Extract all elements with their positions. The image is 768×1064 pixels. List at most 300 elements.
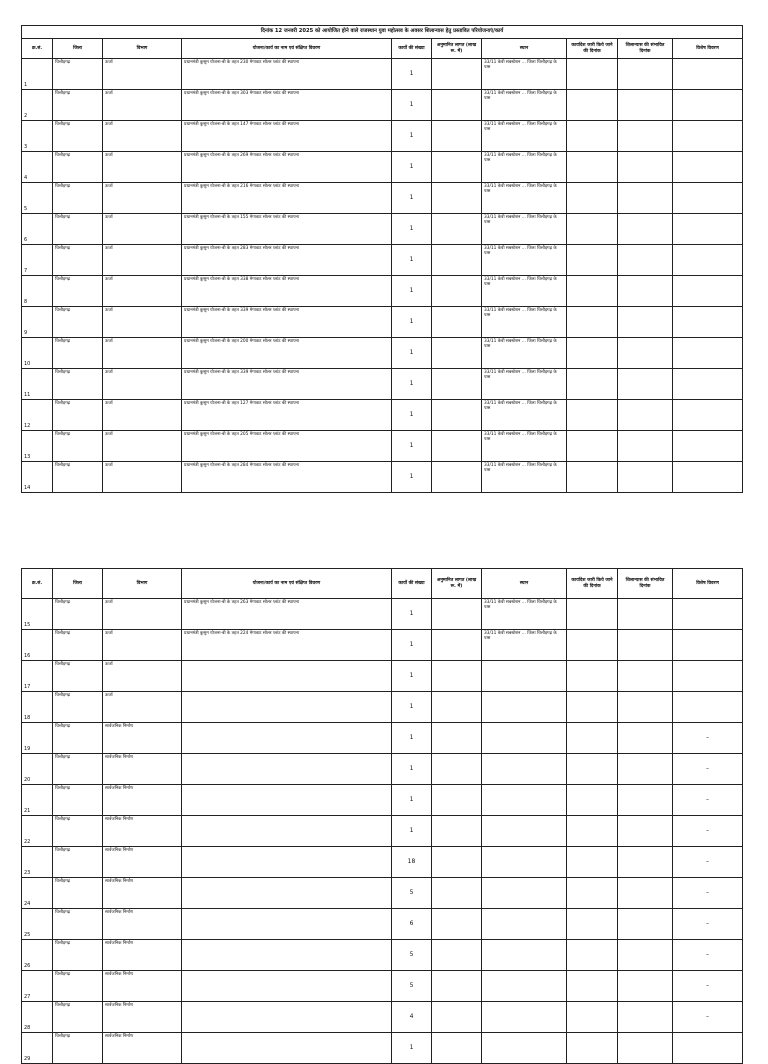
table-row (22, 661, 743, 692)
estimated-cost-cell (432, 971, 482, 1002)
work-count-cell: 1 (392, 276, 432, 307)
scheme-cell (182, 878, 392, 909)
location-cell (482, 785, 567, 816)
work-count-cell: 1 (392, 307, 432, 338)
row-number: 18 (22, 692, 53, 723)
work-count-cell: 1 (392, 59, 432, 90)
department-cell: ऊर्जा (103, 431, 182, 462)
location-cell (482, 1002, 567, 1033)
header-sno: क्र.सं. (22, 569, 53, 599)
foundation-date-cell (618, 369, 673, 400)
scheme-cell (182, 661, 392, 692)
department-cell: सार्वजनिक निर्माण (103, 754, 182, 785)
header-order-date: कार्यादेश जारी किये जाने की दिनांक (567, 569, 618, 599)
row-number: 12 (22, 400, 53, 431)
foundation-date-cell (618, 183, 673, 214)
work-order-date-cell (567, 723, 618, 754)
foundation-date-cell (618, 400, 673, 431)
work-order-date-cell (567, 692, 618, 723)
district-cell: चित्तौड़गढ़ (53, 431, 103, 462)
scheme-cell: प्रधानमंत्री कुसुम योजना-बी के तहत 283 मेगावाट सोलर प्लांट की स्थापना (182, 245, 392, 276)
location-cell: 33/11 केवी सबस्टेशन ... जिला चित्तौड़गढ़ के पास (482, 152, 567, 183)
work-count-cell: 1 (392, 723, 432, 754)
location-cell: 33/11 केवी सबस्टेशन ... जिला चित्तौड़गढ़ के पास (482, 214, 567, 245)
table-row (22, 1033, 743, 1064)
table-row (22, 462, 743, 493)
remarks-cell (673, 338, 743, 369)
remarks-cell (673, 59, 743, 90)
district-cell: चित्तौड़गढ़ (53, 276, 103, 307)
department-cell: ऊर्जा (103, 307, 182, 338)
location-cell: 33/11 केवी सबस्टेशन ... जिला चित्तौड़गढ़ के पास (482, 369, 567, 400)
scheme-cell: प्रधानमंत्री कुसुम योजना-बी के तहत 339 मेगावाट सोलर प्लांट की स्थापना (182, 369, 392, 400)
location-cell: 33/11 केवी सबस्टेशन ... जिला चित्तौड़गढ़ के पास (482, 245, 567, 276)
department-cell: सार्वजनिक निर्माण (103, 847, 182, 878)
header-order-date: कार्यादेश जारी किये जाने की दिनांक (567, 39, 618, 59)
estimated-cost-cell (432, 909, 482, 940)
work-order-date-cell (567, 940, 618, 971)
work-count-cell: 1 (392, 121, 432, 152)
remarks-cell (673, 121, 743, 152)
row-number: 17 (22, 661, 53, 692)
header-district: जिला (53, 39, 103, 59)
estimated-cost-cell (432, 276, 482, 307)
estimated-cost-cell (432, 121, 482, 152)
remarks-cell: – (673, 940, 743, 971)
estimated-cost-cell (432, 307, 482, 338)
remarks-cell: – (673, 909, 743, 940)
work-count-cell: 1 (392, 214, 432, 245)
foundation-date-cell (618, 121, 673, 152)
table-row (22, 630, 743, 661)
department-cell: ऊर्जा (103, 692, 182, 723)
district-cell: चित्तौड़गढ़ (53, 971, 103, 1002)
remarks-cell (673, 152, 743, 183)
row-number: 8 (22, 276, 53, 307)
department-cell: ऊर्जा (103, 400, 182, 431)
work-order-date-cell (567, 121, 618, 152)
department-cell: सार्वजनिक निर्माण (103, 785, 182, 816)
work-order-date-cell (567, 909, 618, 940)
work-order-date-cell (567, 661, 618, 692)
foundation-date-cell (618, 1033, 673, 1064)
scheme-cell (182, 971, 392, 1002)
table-row (22, 307, 743, 338)
district-cell: चित्तौड़गढ़ (53, 338, 103, 369)
work-order-date-cell (567, 245, 618, 276)
work-order-date-cell (567, 630, 618, 661)
department-cell: ऊर्जा (103, 599, 182, 630)
location-cell: 33/11 केवी सबस्टेशन ... जिला चित्तौड़गढ़ के पास (482, 59, 567, 90)
district-cell: चित्तौड़गढ़ (53, 307, 103, 338)
work-order-date-cell (567, 400, 618, 431)
district-cell: चित्तौड़गढ़ (53, 214, 103, 245)
work-order-date-cell (567, 307, 618, 338)
row-number: 1 (22, 59, 53, 90)
row-number: 25 (22, 909, 53, 940)
table-row (22, 431, 743, 462)
district-cell: चित्तौड़गढ़ (53, 909, 103, 940)
department-cell: ऊर्जा (103, 59, 182, 90)
estimated-cost-cell (432, 400, 482, 431)
foundation-date-cell (618, 971, 673, 1002)
table-body-page-2 (22, 599, 743, 1064)
header-remarks: विशेष विवरण (673, 569, 743, 599)
scheme-cell (182, 754, 392, 785)
district-cell: चित्तौड़गढ़ (53, 1033, 103, 1064)
estimated-cost-cell (432, 245, 482, 276)
estimated-cost-cell (432, 692, 482, 723)
table-row (22, 909, 743, 940)
row-number: 13 (22, 431, 53, 462)
location-cell: 33/11 केवी सबस्टेशन ... जिला चित्तौड़गढ़ के पास (482, 90, 567, 121)
district-cell: चित्तौड़गढ़ (53, 245, 103, 276)
foundation-date-cell (618, 785, 673, 816)
estimated-cost-cell (432, 462, 482, 493)
district-cell: चित्तौड़गढ़ (53, 785, 103, 816)
department-cell: ऊर्जा (103, 338, 182, 369)
remarks-cell (673, 369, 743, 400)
work-count-cell: 1 (392, 785, 432, 816)
header-district: जिला (53, 569, 103, 599)
remarks-cell (673, 214, 743, 245)
table-row (22, 816, 743, 847)
table-row (22, 245, 743, 276)
foundation-date-cell (618, 816, 673, 847)
foundation-date-cell (618, 754, 673, 785)
estimated-cost-cell (432, 431, 482, 462)
remarks-cell (673, 630, 743, 661)
estimated-cost-cell (432, 90, 482, 121)
foundation-date-cell (618, 90, 673, 121)
location-cell: 33/11 केवी सबस्टेशन ... जिला चित्तौड़गढ़ के पास (482, 276, 567, 307)
department-cell: ऊर्जा (103, 152, 182, 183)
location-cell: 33/11 केवी सबस्टेशन ... जिला चित्तौड़गढ़ के पास (482, 630, 567, 661)
district-cell: चित्तौड़गढ़ (53, 661, 103, 692)
district-cell: चित्तौड़गढ़ (53, 1002, 103, 1033)
work-count-cell: 5 (392, 940, 432, 971)
table-row (22, 1002, 743, 1033)
remarks-cell (673, 400, 743, 431)
row-number: 19 (22, 723, 53, 754)
scheme-cell: प्रधानमंत्री कुसुम योजना-बी के तहत 338 मेगावाट सोलर प्लांट की स्थापना (182, 276, 392, 307)
location-cell (482, 754, 567, 785)
table-row (22, 971, 743, 1002)
location-cell (482, 692, 567, 723)
foundation-date-cell (618, 692, 673, 723)
estimated-cost-cell (432, 630, 482, 661)
district-cell: चित्तौड़गढ़ (53, 692, 103, 723)
table-row (22, 369, 743, 400)
work-order-date-cell (567, 338, 618, 369)
department-cell: सार्वजनिक निर्माण (103, 816, 182, 847)
scheme-cell: प्रधानमंत्री कुसुम योजना-बी के तहत 200 मेगावाट सोलर प्लांट की स्थापना (182, 338, 392, 369)
department-cell: सार्वजनिक निर्माण (103, 1033, 182, 1064)
header-sno: क्र.सं. (22, 39, 53, 59)
header-department: विभाग (103, 39, 182, 59)
scheme-cell: प्रधानमंत्री कुसुम योजना-बी के तहत 263 मेगावाट सोलर प्लांट की स्थापना (182, 599, 392, 630)
foundation-date-cell (618, 940, 673, 971)
work-count-cell: 6 (392, 909, 432, 940)
work-count-cell: 1 (392, 1033, 432, 1064)
scheme-cell: प्रधानमंत्री कुसुम योजना-बी के तहत 269 मेगावाट सोलर प्लांट की स्थापना (182, 152, 392, 183)
department-cell: सार्वजनिक निर्माण (103, 723, 182, 754)
work-count-cell: 18 (392, 847, 432, 878)
foundation-date-cell (618, 661, 673, 692)
table-row (22, 878, 743, 909)
projects-table-page-2 (21, 568, 743, 1064)
district-cell: चित्तौड़गढ़ (53, 599, 103, 630)
row-number: 22 (22, 816, 53, 847)
district-cell: चित्तौड़गढ़ (53, 183, 103, 214)
work-count-cell: 4 (392, 1002, 432, 1033)
district-cell: चित्तौड़गढ़ (53, 369, 103, 400)
district-cell: चित्तौड़गढ़ (53, 847, 103, 878)
department-cell: ऊर्जा (103, 276, 182, 307)
row-number: 28 (22, 1002, 53, 1033)
work-count-cell: 1 (392, 599, 432, 630)
district-cell: चित्तौड़गढ़ (53, 723, 103, 754)
work-order-date-cell (567, 785, 618, 816)
location-cell (482, 971, 567, 1002)
row-number: 24 (22, 878, 53, 909)
header-cost: अनुमानित लागत (लाख रू. में) (432, 39, 482, 59)
location-cell (482, 723, 567, 754)
estimated-cost-cell (432, 940, 482, 971)
document-title: दिनांक 12 जनवरी 2025 को आयोजित होने वाले राजस्थान युवा महोत्सव के अवसर शिलान्यास हेतु प्रस्तावित परियोजनाएं/कार्य (22, 26, 743, 39)
district-cell: चित्तौड़गढ़ (53, 816, 103, 847)
department-cell: ऊर्जा (103, 183, 182, 214)
work-count-cell: 1 (392, 90, 432, 121)
department-cell: ऊर्जा (103, 90, 182, 121)
department-cell: सार्वजनिक निर्माण (103, 971, 182, 1002)
location-cell (482, 909, 567, 940)
row-number: 27 (22, 971, 53, 1002)
location-cell: 33/11 केवी सबस्टेशन ... जिला चित्तौड़गढ़ के पास (482, 121, 567, 152)
work-order-date-cell (567, 59, 618, 90)
work-order-date-cell (567, 369, 618, 400)
foundation-date-cell (618, 59, 673, 90)
work-count-cell: 1 (392, 183, 432, 214)
remarks-cell (673, 431, 743, 462)
scheme-cell (182, 816, 392, 847)
remarks-cell (673, 90, 743, 121)
work-count-cell: 1 (392, 661, 432, 692)
row-number: 5 (22, 183, 53, 214)
foundation-date-cell (618, 909, 673, 940)
scheme-cell (182, 785, 392, 816)
scheme-cell: प्रधानमंत्री कुसुम योजना-बी के तहत 224 मेगावाट सोलर प्लांट की स्थापना (182, 630, 392, 661)
row-number: 10 (22, 338, 53, 369)
estimated-cost-cell (432, 816, 482, 847)
work-order-date-cell (567, 878, 618, 909)
work-order-date-cell (567, 1002, 618, 1033)
location-cell: 33/11 केवी सबस्टेशन ... जिला चित्तौड़गढ़ के पास (482, 183, 567, 214)
row-number: 6 (22, 214, 53, 245)
row-number: 21 (22, 785, 53, 816)
scheme-cell (182, 1002, 392, 1033)
scheme-cell (182, 847, 392, 878)
work-count-cell: 1 (392, 245, 432, 276)
estimated-cost-cell (432, 723, 482, 754)
scheme-cell (182, 940, 392, 971)
location-cell: 33/11 केवी सबस्टेशन ... जिला चित्तौड़गढ़ के पास (482, 307, 567, 338)
remarks-cell (673, 661, 743, 692)
foundation-date-cell (618, 878, 673, 909)
district-cell: चित्तौड़गढ़ (53, 940, 103, 971)
table-row (22, 214, 743, 245)
scheme-cell: प्रधानमंत्री कुसुम योजना-बी के तहत 230 मेगावाट सोलर प्लांट की स्थापना (182, 59, 392, 90)
department-cell: ऊर्जा (103, 661, 182, 692)
estimated-cost-cell (432, 1033, 482, 1064)
table-row (22, 90, 743, 121)
remarks-cell: – (673, 785, 743, 816)
district-cell: चित्तौड़गढ़ (53, 152, 103, 183)
work-order-date-cell (567, 183, 618, 214)
work-order-date-cell (567, 1033, 618, 1064)
work-order-date-cell (567, 214, 618, 245)
row-number: 2 (22, 90, 53, 121)
table-row (22, 121, 743, 152)
table-row (22, 400, 743, 431)
estimated-cost-cell (432, 1002, 482, 1033)
work-order-date-cell (567, 847, 618, 878)
location-cell (482, 816, 567, 847)
work-count-cell: 5 (392, 971, 432, 1002)
table-row (22, 338, 743, 369)
scheme-cell: प्रधानमंत्री कुसुम योजना-बी के तहत 303 मेगावाट सोलर प्लांट की स्थापना (182, 90, 392, 121)
work-order-date-cell (567, 599, 618, 630)
table-row (22, 692, 743, 723)
estimated-cost-cell (432, 152, 482, 183)
row-number: 16 (22, 630, 53, 661)
work-order-date-cell (567, 462, 618, 493)
department-cell: सार्वजनिक निर्माण (103, 909, 182, 940)
remarks-cell: – (673, 816, 743, 847)
header-count: कार्यो की संख्या (392, 569, 432, 599)
remarks-cell: – (673, 1002, 743, 1033)
remarks-cell (673, 692, 743, 723)
scheme-cell (182, 909, 392, 940)
work-count-cell: 1 (392, 692, 432, 723)
remarks-cell: – (673, 847, 743, 878)
scheme-cell: प्रधानमंत्री कुसुम योजना-बी के तहत 339 मेगावाट सोलर प्लांट की स्थापना (182, 307, 392, 338)
district-cell: चित्तौड़गढ़ (53, 462, 103, 493)
table-row (22, 847, 743, 878)
district-cell: चित्तौड़गढ़ (53, 90, 103, 121)
department-cell: ऊर्जा (103, 245, 182, 276)
work-order-date-cell (567, 90, 618, 121)
estimated-cost-cell (432, 599, 482, 630)
row-number: 14 (22, 462, 53, 493)
estimated-cost-cell (432, 59, 482, 90)
estimated-cost-cell (432, 847, 482, 878)
district-cell: चित्तौड़गढ़ (53, 630, 103, 661)
scheme-cell: प्रधानमंत्री कुसुम योजना-बी के तहत 147 मेगावाट सोलर प्लांट की स्थापना (182, 121, 392, 152)
foundation-date-cell (618, 847, 673, 878)
department-cell: सार्वजनिक निर्माण (103, 878, 182, 909)
header-foundation-date: शिलान्यास की संभावित दिनांक (618, 569, 673, 599)
remarks-cell (673, 245, 743, 276)
work-order-date-cell (567, 152, 618, 183)
work-order-date-cell (567, 971, 618, 1002)
department-cell: ऊर्जा (103, 214, 182, 245)
district-cell: चित्तौड़गढ़ (53, 121, 103, 152)
foundation-date-cell (618, 431, 673, 462)
work-count-cell: 1 (392, 462, 432, 493)
scheme-cell (182, 723, 392, 754)
remarks-cell (673, 183, 743, 214)
remarks-cell (673, 1033, 743, 1064)
remarks-cell (673, 462, 743, 493)
department-cell: सार्वजनिक निर्माण (103, 940, 182, 971)
remarks-cell (673, 307, 743, 338)
location-cell: 33/11 केवी सबस्टेशन ... जिला चित्तौड़गढ़ के पास (482, 462, 567, 493)
row-number: 23 (22, 847, 53, 878)
work-count-cell: 1 (392, 630, 432, 661)
estimated-cost-cell (432, 183, 482, 214)
scheme-cell: प्रधानमंत्री कुसुम योजना-बी के तहत 205 मेगावाट सोलर प्लांट की स्थापना (182, 431, 392, 462)
estimated-cost-cell (432, 661, 482, 692)
work-count-cell: 1 (392, 754, 432, 785)
table-row (22, 940, 743, 971)
foundation-date-cell (618, 214, 673, 245)
row-number: 7 (22, 245, 53, 276)
table-row (22, 754, 743, 785)
row-number: 4 (22, 152, 53, 183)
foundation-date-cell (618, 245, 673, 276)
header-scheme: योजना/कार्य का नाम एवं संक्षिप्त विवरण (182, 569, 392, 599)
location-cell: 33/11 केवी सबस्टेशन ... जिला चित्तौड़गढ़ के पास (482, 599, 567, 630)
projects-table-page-1 (21, 25, 743, 493)
remarks-cell (673, 599, 743, 630)
scheme-cell: प्रधानमंत्री कुसुम योजना-बी के तहत 216 मेगावाट सोलर प्लांट की स्थापना (182, 183, 392, 214)
foundation-date-cell (618, 462, 673, 493)
department-cell: ऊर्जा (103, 630, 182, 661)
foundation-date-cell (618, 1002, 673, 1033)
department-cell: ऊर्जा (103, 121, 182, 152)
remarks-cell: – (673, 723, 743, 754)
location-cell (482, 940, 567, 971)
work-order-date-cell (567, 816, 618, 847)
district-cell: चित्तौड़गढ़ (53, 59, 103, 90)
scheme-cell (182, 692, 392, 723)
foundation-date-cell (618, 307, 673, 338)
remarks-cell: – (673, 878, 743, 909)
work-count-cell: 1 (392, 816, 432, 847)
work-count-cell: 1 (392, 400, 432, 431)
work-count-cell: 1 (392, 431, 432, 462)
row-number: 11 (22, 369, 53, 400)
district-cell: चित्तौड़गढ़ (53, 400, 103, 431)
work-order-date-cell (567, 276, 618, 307)
work-order-date-cell (567, 431, 618, 462)
row-number: 20 (22, 754, 53, 785)
table-row (22, 723, 743, 754)
department-cell: ऊर्जा (103, 462, 182, 493)
location-cell: 33/11 केवी सबस्टेशन ... जिला चित्तौड़गढ़ के पास (482, 431, 567, 462)
location-cell (482, 878, 567, 909)
location-cell: 33/11 केवी सबस्टेशन ... जिला चित्तौड़गढ़ के पास (482, 338, 567, 369)
estimated-cost-cell (432, 338, 482, 369)
header-scheme: योजना/कार्य का नाम एवं संक्षिप्त विवरण (182, 39, 392, 59)
location-cell: 33/11 केवी सबस्टेशन ... जिला चित्तौड़गढ़ के पास (482, 400, 567, 431)
remarks-cell (673, 276, 743, 307)
scheme-cell (182, 1033, 392, 1064)
table-body-page-1 (22, 59, 743, 493)
table-row (22, 599, 743, 630)
foundation-date-cell (618, 630, 673, 661)
